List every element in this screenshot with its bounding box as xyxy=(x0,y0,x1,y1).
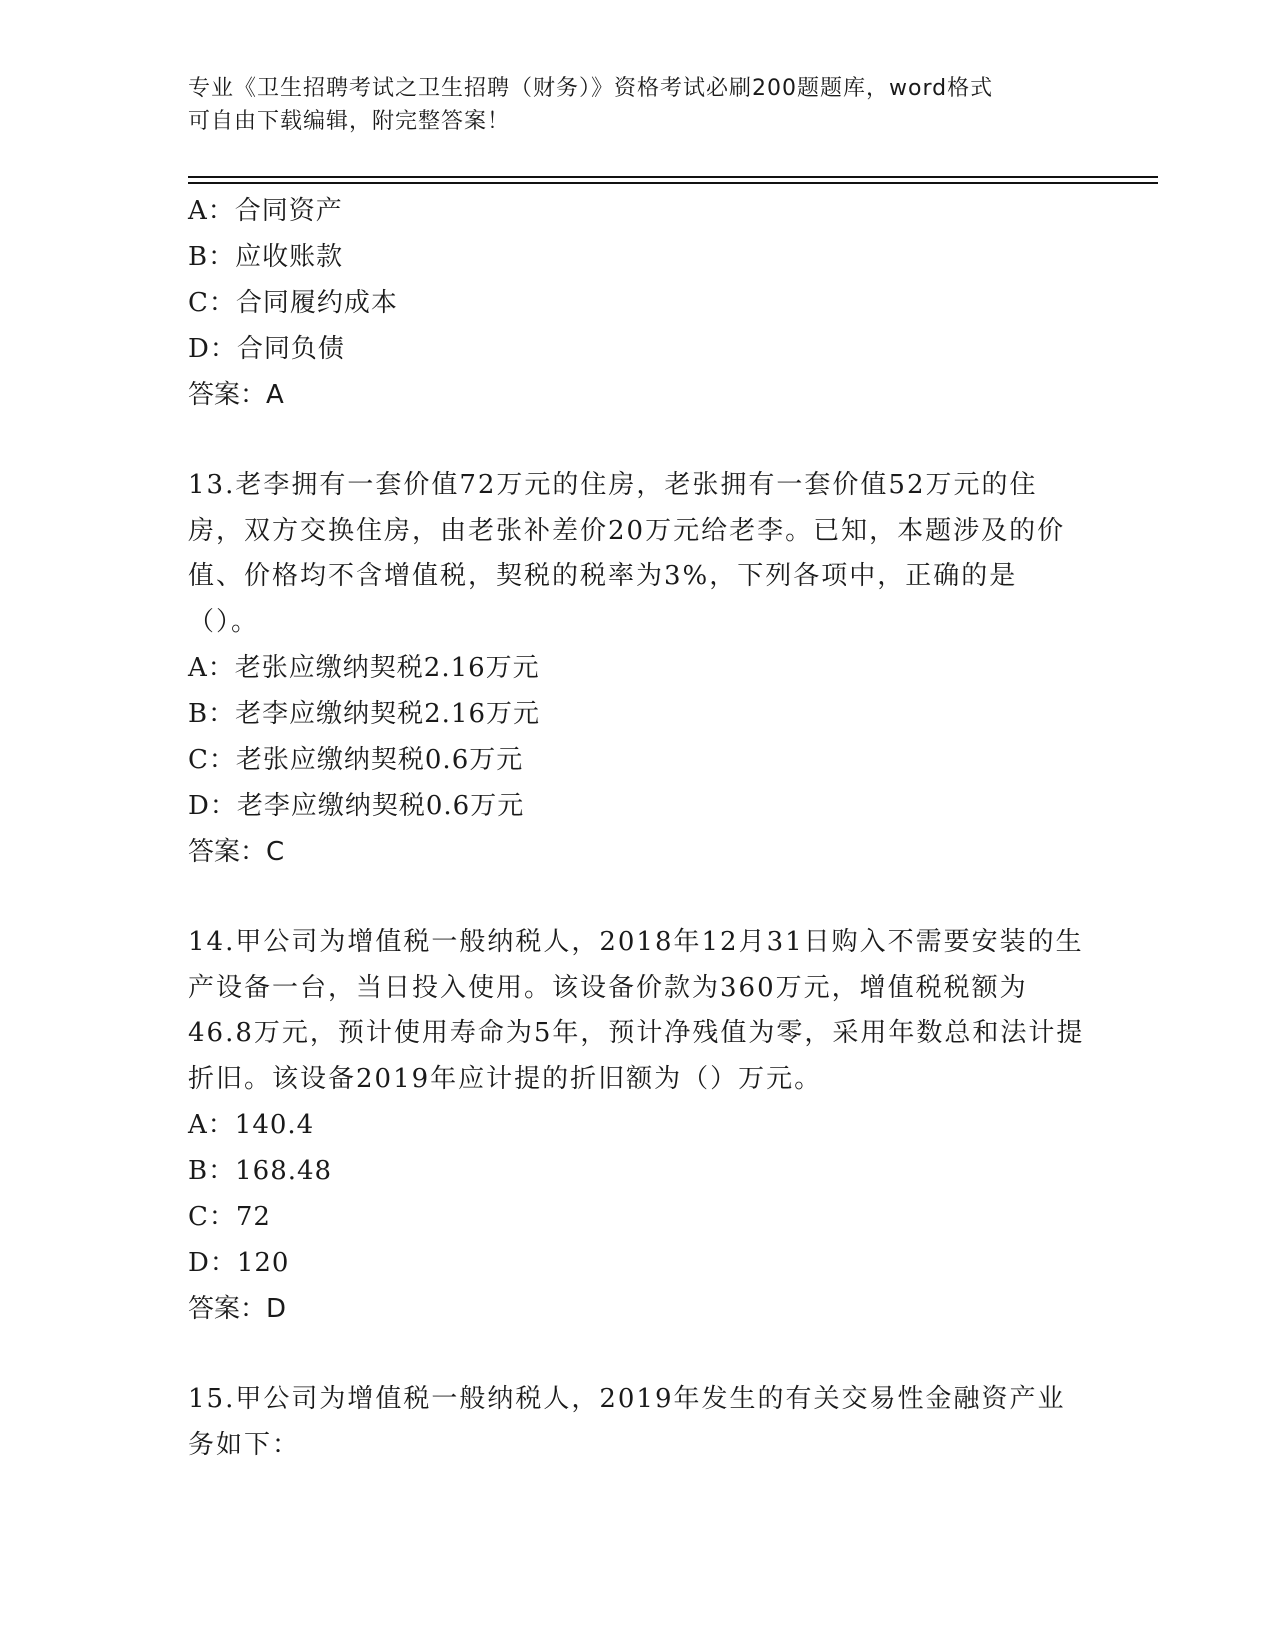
question-12-block xyxy=(188,188,1088,418)
header-line-1: 专业《卫生招聘考试之卫生招聘（财务）》资格考试必刷200题题库，word格式 xyxy=(188,76,994,101)
option-c: C：72 xyxy=(188,1202,271,1232)
option-d: D：合同负债 xyxy=(188,334,345,364)
option-b: B：168.48 xyxy=(188,1156,333,1186)
option-a: A：140.4 xyxy=(188,1110,315,1140)
option-d: D：120 xyxy=(188,1248,290,1278)
option-a: A：合同资产 xyxy=(188,196,343,226)
option-c: C：合同履约成本 xyxy=(188,288,398,318)
header-line-2: 可自由下载编辑，附完整答案！ xyxy=(188,109,511,134)
answer: 答案：A xyxy=(188,380,284,410)
question-stem: 14.甲公司为增值税一般纳税人，2018年12月31日购入不需要安装的生产设备一台，当日投入使用。该设备价款为360万元，增值税税额为46.8万元，预计使用寿命为5年，预计净残值为零，采用年数总和法计提折旧。该设备2019年应计提的折旧额为（）万元。 xyxy=(188,927,1085,1094)
option-d: D：老李应缴纳契税0.6万元 xyxy=(188,791,525,821)
document-body xyxy=(188,188,1088,1468)
header-rule-bottom xyxy=(188,182,1158,184)
question-13-block xyxy=(188,463,1088,875)
option-b: B：应收账款 xyxy=(188,242,344,272)
question-stem: 13.老李拥有一套价值72万元的住房，老张拥有一套价值52万元的住房，双方交换住房，由老张补差价20万元给老李。已知，本题涉及的价值、价格均不含增值税，契税的税率为3%，下列各项中，正确的是（）。 xyxy=(188,470,1066,637)
option-b: B：老李应缴纳契税2.16万元 xyxy=(188,699,540,729)
question-stem: 15.甲公司为增值税一般纳税人，2019年发生的有关交易性金融资产业务如下： xyxy=(188,1384,1066,1460)
question-15-block xyxy=(188,1377,1088,1468)
answer: 答案：D xyxy=(188,1294,287,1324)
header-rule-top xyxy=(188,176,1158,178)
answer: 答案：C xyxy=(188,837,285,867)
document-header xyxy=(188,72,1068,138)
option-a: A：老张应缴纳契税2.16万元 xyxy=(188,653,540,683)
question-14-block xyxy=(188,920,1088,1332)
option-c: C：老张应缴纳契税0.6万元 xyxy=(188,745,524,775)
